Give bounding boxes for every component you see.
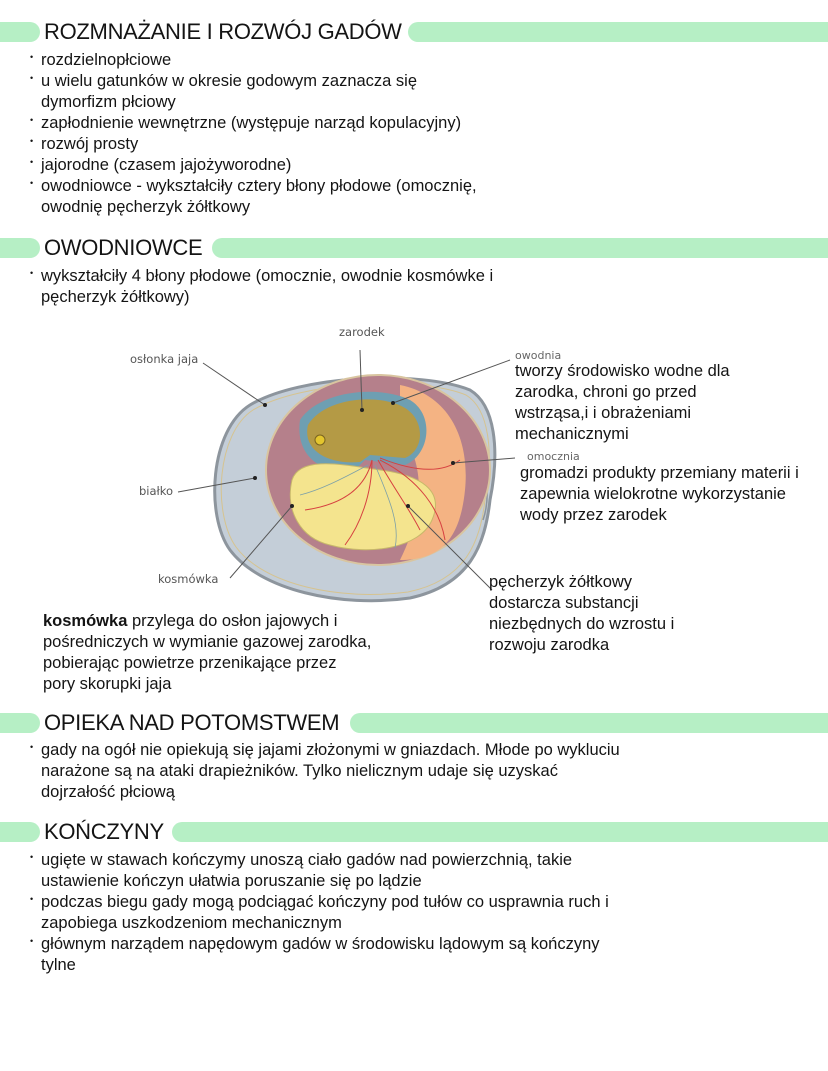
note-owodnia: tworzy środowisko wodne dla zarodka, chroni go przed wstrząsa,i i obrażeniami mechanicznymi: [515, 362, 730, 443]
section-title: OWODNIOWCE: [44, 235, 203, 260]
bullet-icon: •: [30, 894, 34, 904]
bullet-icon: •: [30, 73, 34, 83]
label-omocznia: omocznia: [527, 450, 580, 463]
note-pecherzyk-title: pęcherzyk żółtkowy: [489, 573, 633, 591]
section-title: OPIEKA NAD POTOMSTWEM: [44, 710, 340, 735]
bullet-icon: •: [30, 268, 34, 278]
section-title: ROZMNAŻANIE I ROZWÓJ GADÓW: [44, 19, 402, 44]
header-bar-right: [350, 713, 828, 733]
note-omocznia: gromadzi produkty przemiany materii i zapewnia wielokrotne wykorzystanie wody przez zarodek: [520, 464, 799, 524]
list-item: • zapłodnienie wewnętrzne (występuje narząd kopulacyjny): [30, 114, 462, 132]
list-item: • rozwój prosty: [30, 135, 139, 153]
list-item: • ugięte w stawach kończymy unoszą ciało gadów nad powierzchnią, takie ustawienie kończyn ułatwia poruszanie się po lądzie: [30, 851, 573, 890]
list-item: • rozdzielnopłciowe: [30, 51, 172, 69]
label-owodnia: owodnia: [515, 349, 562, 362]
bullet-icon: •: [30, 936, 34, 946]
section-title: KOŃCZYNY: [44, 819, 164, 844]
limbs-list: [30, 850, 640, 976]
label-zarodek: zarodek: [339, 325, 385, 339]
header-bar-left: [0, 822, 40, 842]
list-item: • gady na ogół nie opiekują się jajami złożonymi w gniazdach. Młode po wykluciu narażone są na ataki drapieżników. Tylko nielicznym udaje się uzyskać dojrzałość płciową: [30, 741, 620, 801]
note-pecherzyk: dostarcza substancji niezbędnych do wzrostu i rozwoju zarodka: [489, 594, 675, 654]
header-bar-right: [172, 822, 828, 842]
bullet-icon: •: [30, 742, 34, 752]
list-item: • głównym narządem napędowym gadów w środowisku lądowym są kończyny tylne: [30, 935, 600, 974]
list-item: • jajorodne (czasem jajożyworodne): [30, 156, 292, 174]
list-item: • podczas biegu gady mogą podciągać kończyny pod tułów co usprawnia ruch i zapobiega uszkodzeniom mechanicznym: [30, 893, 609, 932]
label-bialko: białko: [139, 484, 174, 498]
section-header-parental-care: [0, 710, 828, 735]
bullet-icon: •: [30, 115, 34, 125]
bullet-icon: •: [30, 157, 34, 167]
bullet-icon: •: [30, 52, 34, 62]
label-kosmowka: kosmówka: [158, 572, 219, 586]
list-item: • u wielu gatunków w okresie godowym zaznacza się dymorfizm płciowy: [30, 72, 418, 111]
header-bar-left: [0, 713, 40, 733]
bullet-icon: •: [30, 852, 34, 862]
note-kosmowka: kosmówka przylega do osłon jajowych i pośredniczych w wymianie gazowej zarodka, pobierając powietrze przenikające przez pory skorupki jaja: [43, 612, 372, 693]
note-kosmowka-term: kosmówka: [43, 612, 128, 630]
section-header-limbs: [0, 819, 828, 844]
label-oslonka: osłonka jaja: [130, 352, 199, 366]
bullet-icon: •: [30, 178, 34, 188]
list-item: • wykształciły 4 błony płodowe (omocznie, owodnie kosmówke i pęcherzyk żółtkowy): [30, 267, 494, 306]
bullet-icon: •: [30, 136, 34, 146]
parental-care-list: [30, 740, 630, 803]
list-item: • owodniowce - wykształciły cztery błony płodowe (omocznię, owodnię pęcherzyk żółtkowy: [30, 177, 477, 216]
